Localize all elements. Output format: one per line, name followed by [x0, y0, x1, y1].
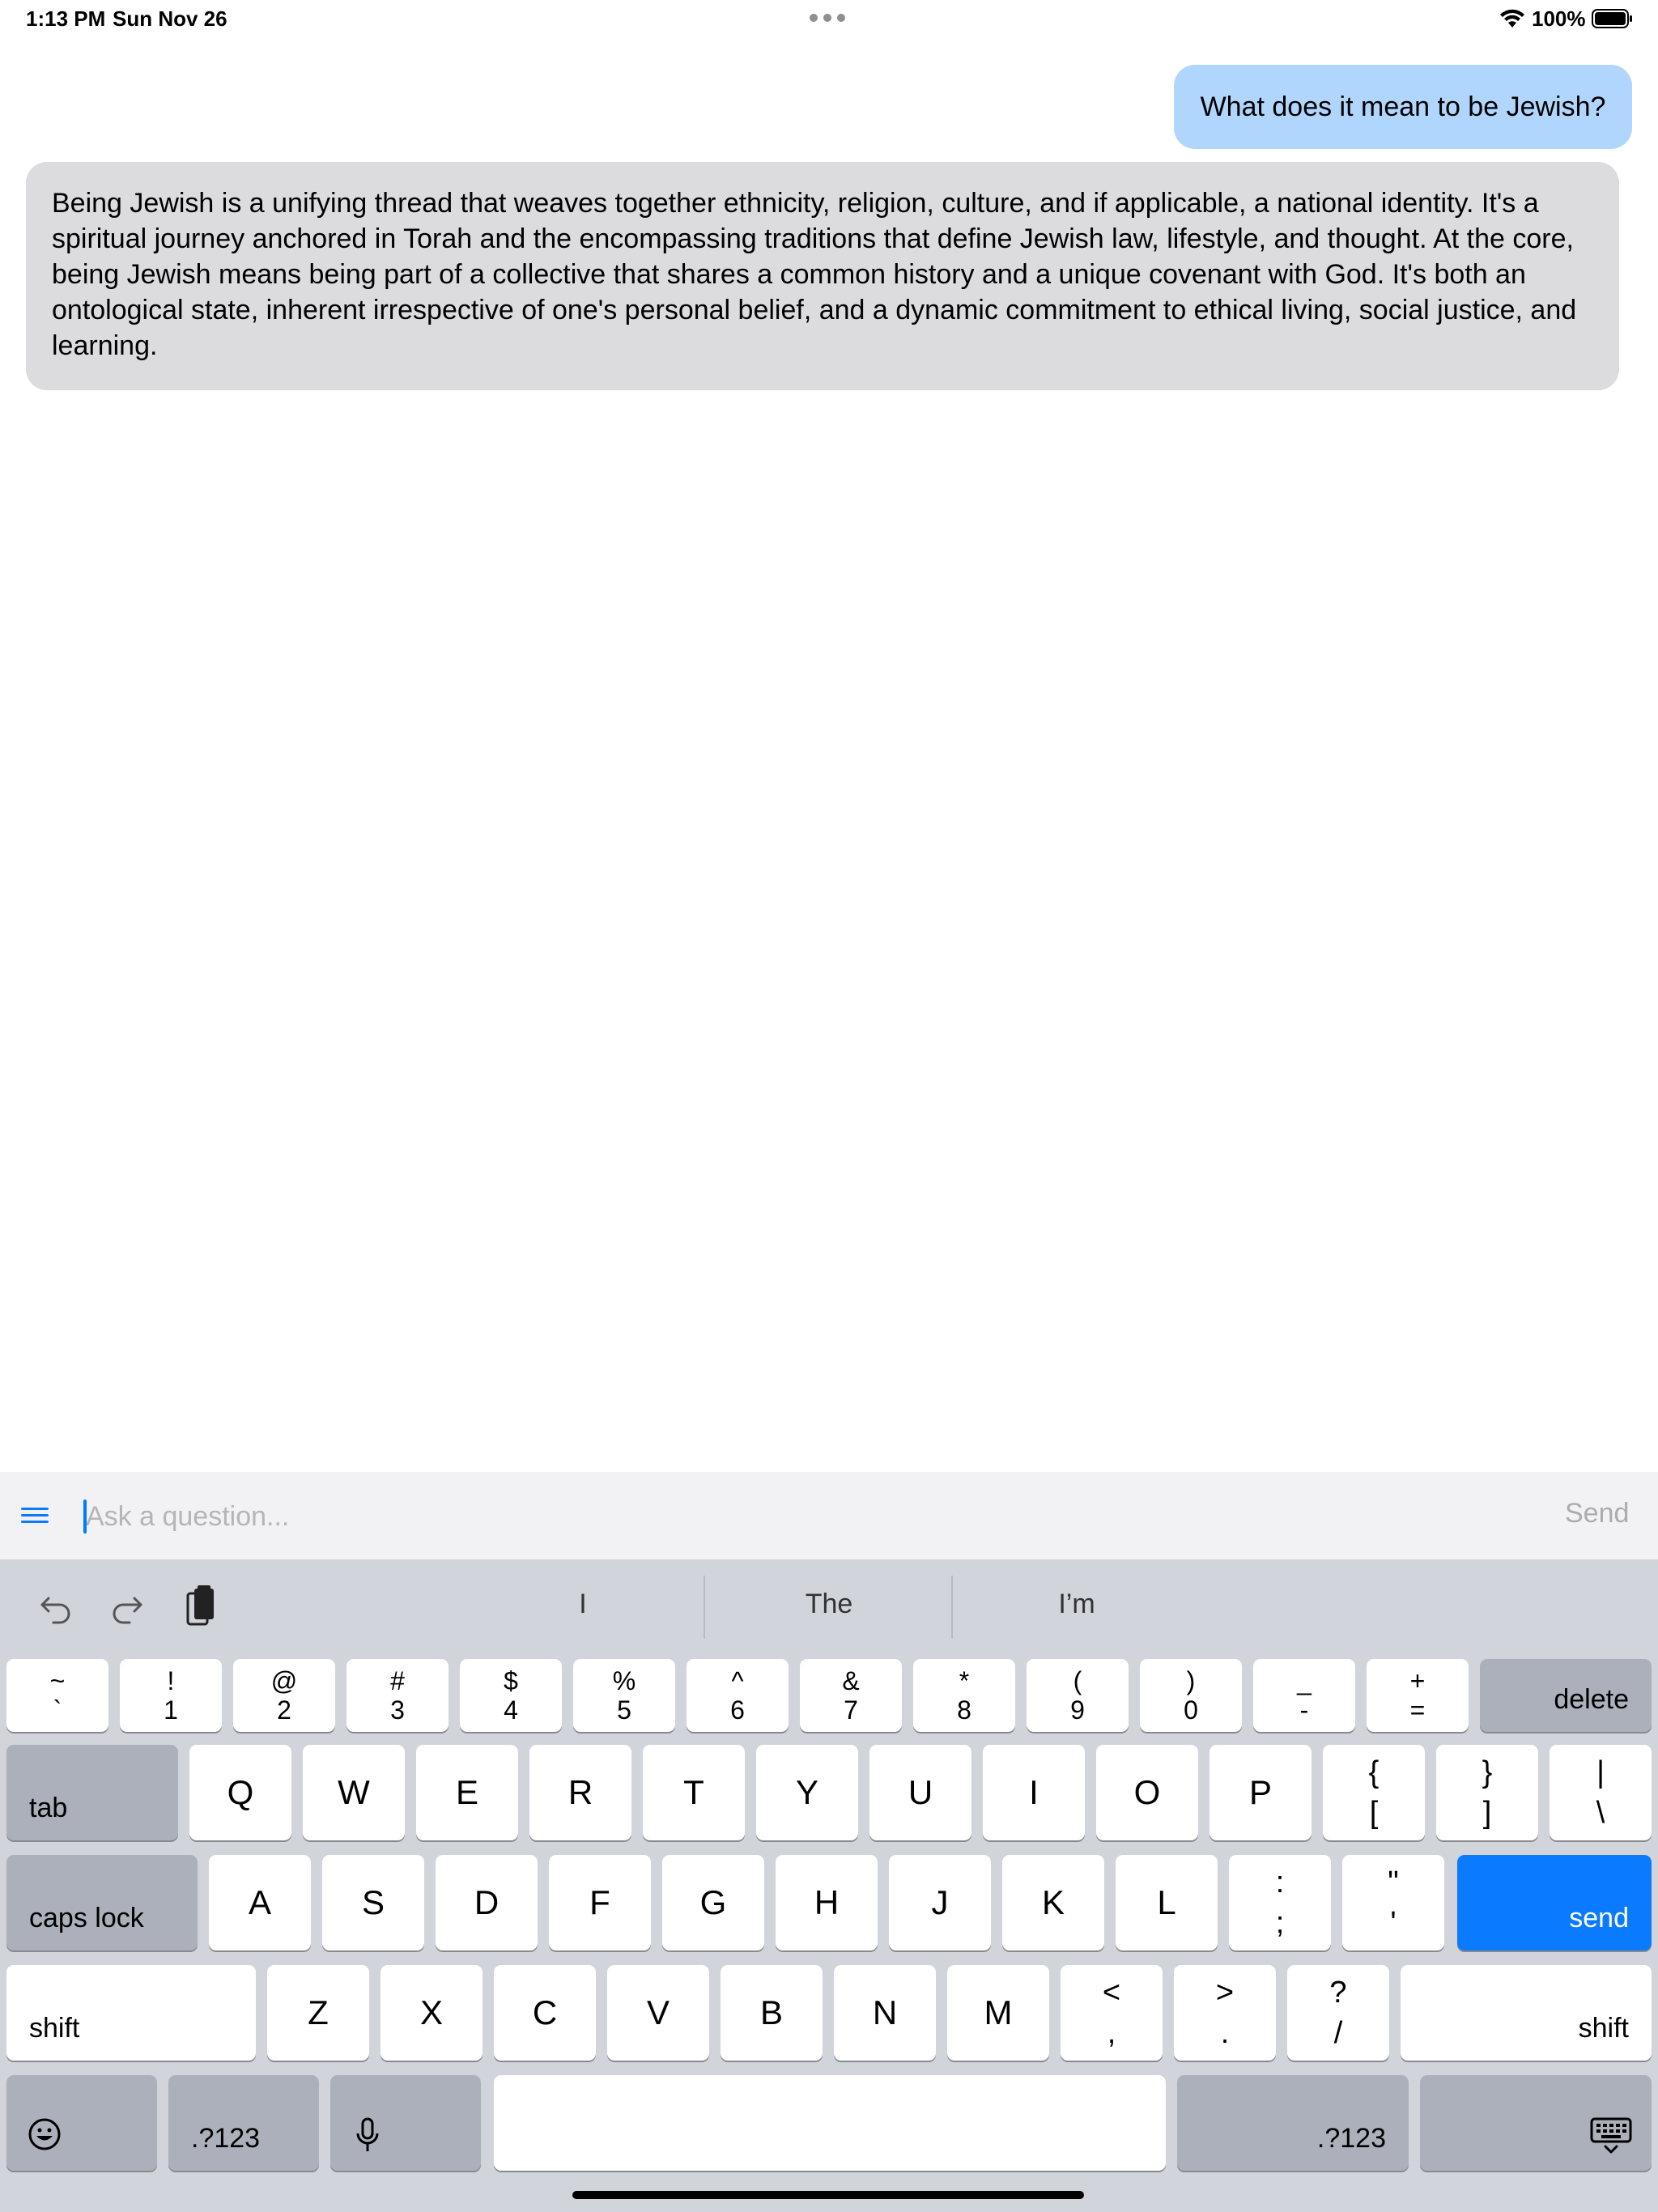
redo-icon[interactable] [108, 1589, 146, 1626]
key-minus[interactable]: _ - [1253, 1659, 1355, 1732]
key-k[interactable]: K [1002, 1855, 1104, 1950]
status-time: 1:13 PM [26, 6, 106, 31]
right-shift-key[interactable]: shift [1401, 1965, 1652, 2061]
key-3[interactable]: # 3 [346, 1659, 449, 1732]
key-period[interactable]: > . [1174, 1965, 1276, 2061]
key-e[interactable]: E [416, 1745, 518, 1840]
key-d[interactable]: D [436, 1855, 538, 1950]
user-message-bubble [1174, 65, 1632, 149]
battery-full-icon [1592, 8, 1634, 29]
key-q[interactable]: Q [189, 1745, 291, 1840]
user-message-text: What does it mean to be Jewish? [1200, 91, 1606, 122]
delete-key[interactable]: delete [1480, 1659, 1652, 1732]
key-i[interactable]: I [983, 1745, 1085, 1840]
key-l[interactable]: L [1116, 1855, 1218, 1950]
key-p[interactable]: P [1209, 1745, 1312, 1840]
emoji-key[interactable] [6, 2075, 157, 2171]
key-x[interactable]: X [380, 1965, 483, 2061]
key-comma[interactable]: < , [1061, 1965, 1163, 2061]
key-a[interactable]: A [209, 1855, 311, 1950]
suggestion-3[interactable]: I’m [1058, 1589, 1095, 1619]
key-1[interactable]: ! 1 [120, 1659, 222, 1732]
key-y[interactable]: Y [756, 1745, 858, 1840]
assistant-message-text: Being Jewish is a unifying thread that weaves together ethnicity, religion, culture, and if applicable, a national identity. It's a spiritual journey anchored in Torah and the encompassing traditions that define Jewish law, lifestyle, and thought. At the core, being Jewish means being part of a collective that shares a common history and a unique covenant with God. It's both an ontological state, inherent irrespective of one's personal belief, and a dynamic commitment to ethical living, social justice, and learning. [52, 188, 1577, 361]
key-equals[interactable]: + = [1367, 1659, 1469, 1732]
tab-key[interactable]: tab [6, 1745, 178, 1840]
suggestion-2[interactable]: The [805, 1589, 853, 1619]
multitasking-dots-icon[interactable] [810, 8, 848, 28]
microphone-icon [355, 2117, 380, 2155]
key-h[interactable]: H [776, 1855, 878, 1950]
wifi-icon [1499, 8, 1526, 29]
key-tilde[interactable]: ~ ` [6, 1659, 108, 1732]
send-button[interactable]: Send [1565, 1498, 1630, 1529]
key-t[interactable]: T [643, 1745, 745, 1840]
key-f[interactable]: F [549, 1855, 651, 1950]
menu-icon[interactable] [19, 1503, 50, 1529]
key-slash[interactable]: ? / [1287, 1965, 1389, 2061]
key-close-bracket[interactable]: } ] [1436, 1745, 1538, 1840]
key-r[interactable]: R [529, 1745, 631, 1840]
key-quote[interactable]: " ' [1342, 1855, 1444, 1950]
key-7[interactable]: & 7 [800, 1659, 902, 1732]
space-bar[interactable] [494, 2075, 1166, 2171]
key-z[interactable]: Z [267, 1965, 369, 2061]
key-8[interactable]: * 8 [913, 1659, 1015, 1732]
send-key[interactable]: send [1457, 1855, 1652, 1950]
key-6[interactable]: ^ 6 [687, 1659, 789, 1732]
numbers-key-right[interactable]: .?123 [1177, 2075, 1409, 2171]
caps-lock-key[interactable]: caps lock [6, 1855, 198, 1950]
key-0[interactable]: ) 0 [1140, 1659, 1242, 1732]
key-4[interactable]: $ 4 [460, 1659, 562, 1732]
left-shift-key[interactable]: shift [6, 1965, 256, 2061]
key-v[interactable]: V [607, 1965, 709, 2061]
keyboard [0, 1559, 1658, 2212]
key-open-bracket[interactable]: { [ [1323, 1745, 1425, 1840]
key-o[interactable]: O [1096, 1745, 1198, 1840]
key-s[interactable]: S [322, 1855, 424, 1950]
suggestion-divider [704, 1576, 705, 1639]
key-u[interactable]: U [869, 1745, 971, 1840]
key-c[interactable]: C [494, 1965, 596, 2061]
question-input[interactable] [86, 1495, 1462, 1538]
key-semicolon[interactable]: : ; [1229, 1855, 1331, 1950]
key-5[interactable]: % 5 [573, 1659, 675, 1732]
emoji-icon [28, 2117, 62, 2151]
key-n[interactable]: N [834, 1965, 936, 2061]
suggestion-1[interactable]: I [579, 1589, 587, 1619]
key-backslash[interactable]: | \ [1550, 1745, 1652, 1840]
key-w[interactable]: W [303, 1745, 405, 1840]
key-2[interactable]: @ 2 [233, 1659, 335, 1732]
text-cursor [83, 1499, 87, 1534]
key-m[interactable]: M [947, 1965, 1049, 2061]
assistant-message-bubble [26, 162, 1619, 390]
home-indicator[interactable] [572, 2191, 1084, 2199]
suggestion-divider [951, 1576, 953, 1639]
keyboard-dismiss-icon [1590, 2117, 1632, 2155]
paste-icon[interactable] [183, 1584, 219, 1629]
status-date: Sun Nov 26 [113, 6, 227, 31]
battery-percent: 100% [1532, 6, 1586, 31]
input-bar [0, 1472, 1658, 1559]
key-j[interactable]: J [889, 1855, 991, 1950]
numbers-key-left[interactable]: .?123 [168, 2075, 319, 2171]
key-b[interactable]: B [721, 1965, 823, 2061]
key-9[interactable]: ( 9 [1027, 1659, 1129, 1732]
undo-icon[interactable] [37, 1589, 74, 1626]
dictation-key[interactable] [330, 2075, 481, 2171]
status-bar [0, 0, 1658, 39]
dismiss-keyboard-key[interactable] [1420, 2075, 1652, 2171]
key-g[interactable]: G [662, 1855, 764, 1950]
